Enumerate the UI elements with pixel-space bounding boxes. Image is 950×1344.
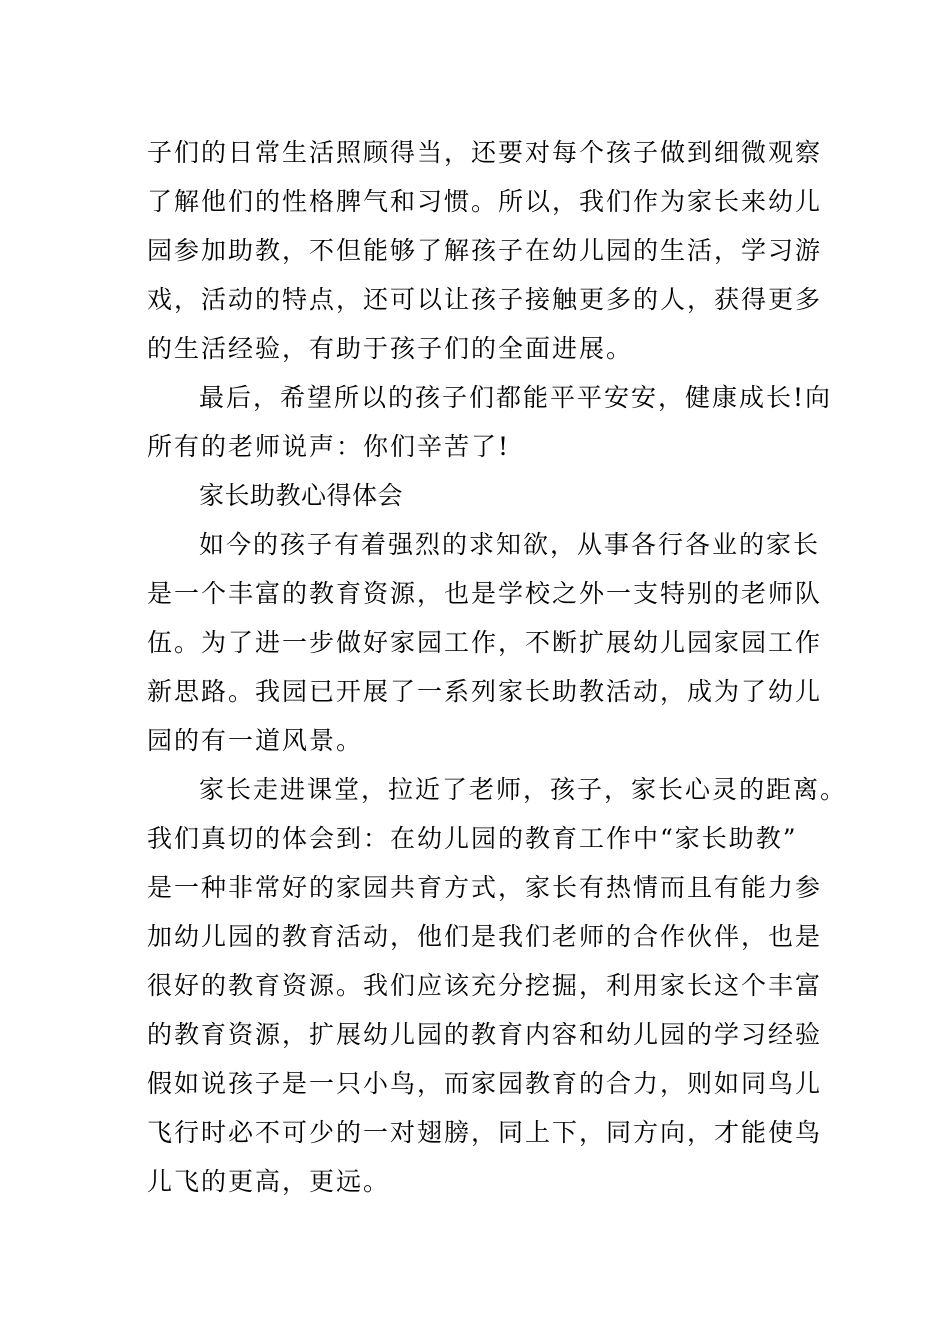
text-line: 园参加助教，不但能够了解孩子在幼儿园的生活，学习游: [147, 236, 823, 265]
text-line: 所有的老师说声：你们辛苦了!: [147, 432, 511, 461]
text-line: 新思路。我园已开展了一系列家长助教活动，成为了幼儿: [147, 677, 823, 706]
paragraph-body: [147, 765, 848, 1206]
text-line: 了解他们的性格脾气和习惯。所以，我们作为家长来幼儿: [147, 187, 823, 216]
text-line: 的生活经验，有助于孩子们的全面进展。: [147, 334, 634, 363]
text-line: 最后，希望所以的孩子们都能平平安安，健康成长!向: [199, 383, 833, 412]
text-line: 子们的日常生活照顾得当，还要对每个孩子做到细微观察: [147, 138, 823, 167]
text-line: 戏，活动的特点，还可以让孩子接触更多的人，获得更多: [147, 285, 823, 314]
text-line: 家长走进课堂，拉近了老师，孩子，家长心灵的距离。: [199, 775, 848, 804]
text-line: 儿飞的更高，更远。: [147, 1167, 391, 1196]
text-line: 是一个丰富的教育资源，也是学校之外一支特别的老师队: [147, 579, 823, 608]
document-body: [147, 128, 848, 1206]
text-line: 我们真切的体会到：在幼儿园的教育工作中“家长助教”: [147, 824, 798, 853]
paragraph-intro: [147, 520, 823, 765]
section-heading: [147, 471, 819, 520]
paragraph-continuation: [147, 128, 823, 373]
text-line: 如今的孩子有着强烈的求知欲，从事各行各业的家长: [199, 530, 821, 559]
text-line: 加幼儿园的教育活动，他们是我们老师的合作伙伴，也是: [147, 922, 823, 951]
text-line: 伍。为了进一步做好家园工作，不断扩展幼儿园家园工作: [147, 628, 823, 657]
text-line: 飞行时必不可少的一对翅膀，同上下，同方向，才能使鸟: [147, 1118, 823, 1147]
text-line: 假如说孩子是一只小鸟，而家园教育的合力，则如同鸟儿: [147, 1069, 823, 1098]
text-line: 是一种非常好的家园共育方式，家长有热情而且有能力参: [147, 873, 823, 902]
heading-text: 家长助教心得体会: [199, 481, 404, 510]
text-line: 很好的教育资源。我们应该充分挖掘，利用家长这个丰富: [147, 971, 823, 1000]
text-line: 的教育资源，扩展幼儿园的教育内容和幼儿园的学习经验: [147, 1020, 823, 1049]
text-line: 园的有一道风景。: [147, 726, 364, 755]
paragraph-closing: [147, 373, 833, 471]
